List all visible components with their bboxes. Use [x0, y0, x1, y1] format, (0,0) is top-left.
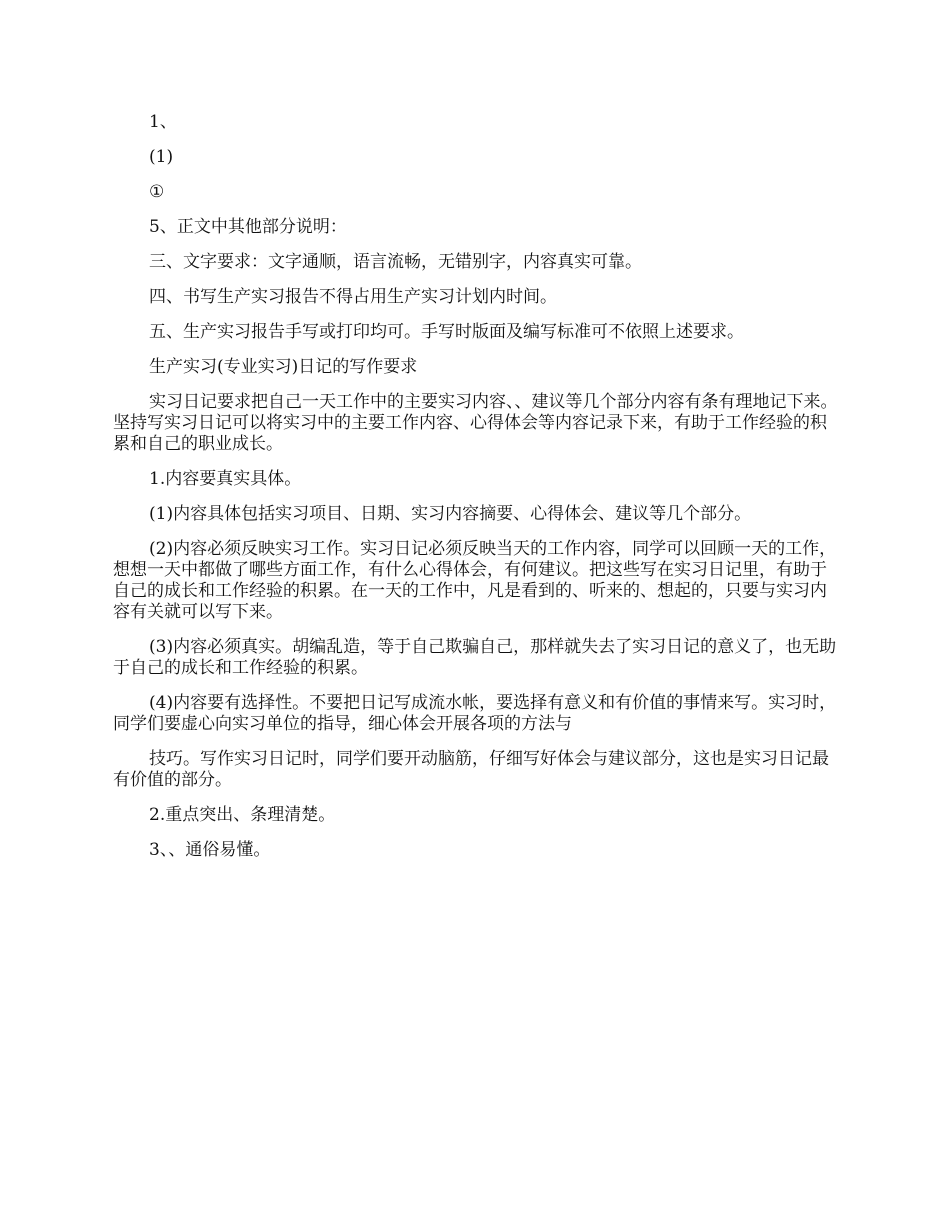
paragraph-diary-intro: 实习日记要求把自己一天工作中的主要实习内容、、建议等几个部分内容有条有理地记下来。坚持写实习日记可以将实习中的主要工作内容、心得体会等内容记录下来，有助于工作经验的积累和自己的职业成长。 — [113, 392, 838, 454]
paragraph-text-requirements: 三、文字要求：文字通顺，语言流畅，无错别字，内容真实可靠。 — [149, 252, 642, 272]
paragraph-point-1-3: (3)内容必须真实。胡编乱造，等于自己欺骗自己，那样就失去了实习日记的意义了，也无助于自己的成长和工作经验的积累。 — [113, 637, 837, 678]
paragraph-point-1-2: (2)内容必须反映实习工作。实习日记必须反映当天的工作内容，同学可以回顾一天的工作，想想一天中都做了哪些方面工作，有什么心得体会，有何建议。把这些写在实习日记里，有助于自己的成长和工作经验的积累。在一天的工作中，凡是看到的、听来的、想起的，只要与实习内容有关就可以写下来。 — [113, 539, 837, 622]
paragraph-heading-1: 1、 — [149, 112, 177, 132]
paragraph-point-1: 1.内容要真实具体。 — [149, 469, 302, 489]
paragraph-point-1-1: (1)内容具体包括实习项目、日期、实习内容摘要、心得体会、建议等几个部分。 — [149, 504, 752, 524]
paragraph-circled-1: ① — [149, 182, 165, 202]
paragraph-point-1-4: (4)内容要有选择性。不要把日记写成流水帐，要选择有意义和有价值的事情来写。实习时，同学们要虚心向实习单位的指导，细心体会开展各项的方法与 — [113, 693, 837, 734]
paragraph-point-2: 2.重点突出、条理清楚。 — [149, 805, 336, 825]
paragraph-time-rule: 四、书写生产实习报告不得占用生产实习计划内时间。 — [149, 287, 557, 307]
paragraph-point-3: 3、、通俗易懂。 — [149, 840, 271, 860]
document-body — [113, 112, 839, 875]
paragraph-item-5: 5、正文中其他部分说明： — [149, 217, 347, 237]
section-title-diary: 生产实习(专业实习)日记的写作要求 — [149, 357, 418, 377]
paragraph-format-rule: 五、生产实习报告手写或打印均可。手写时版面及编写标准可不依照上述要求。 — [149, 322, 744, 342]
paragraph-subheading-1: (1) — [149, 147, 174, 167]
paragraph-point-1-4-cont: 技巧。写作实习日记时，同学们要开动脑筋，仔细写好体会与建议部分，这也是实习日记最有价值的部分。 — [113, 749, 829, 790]
